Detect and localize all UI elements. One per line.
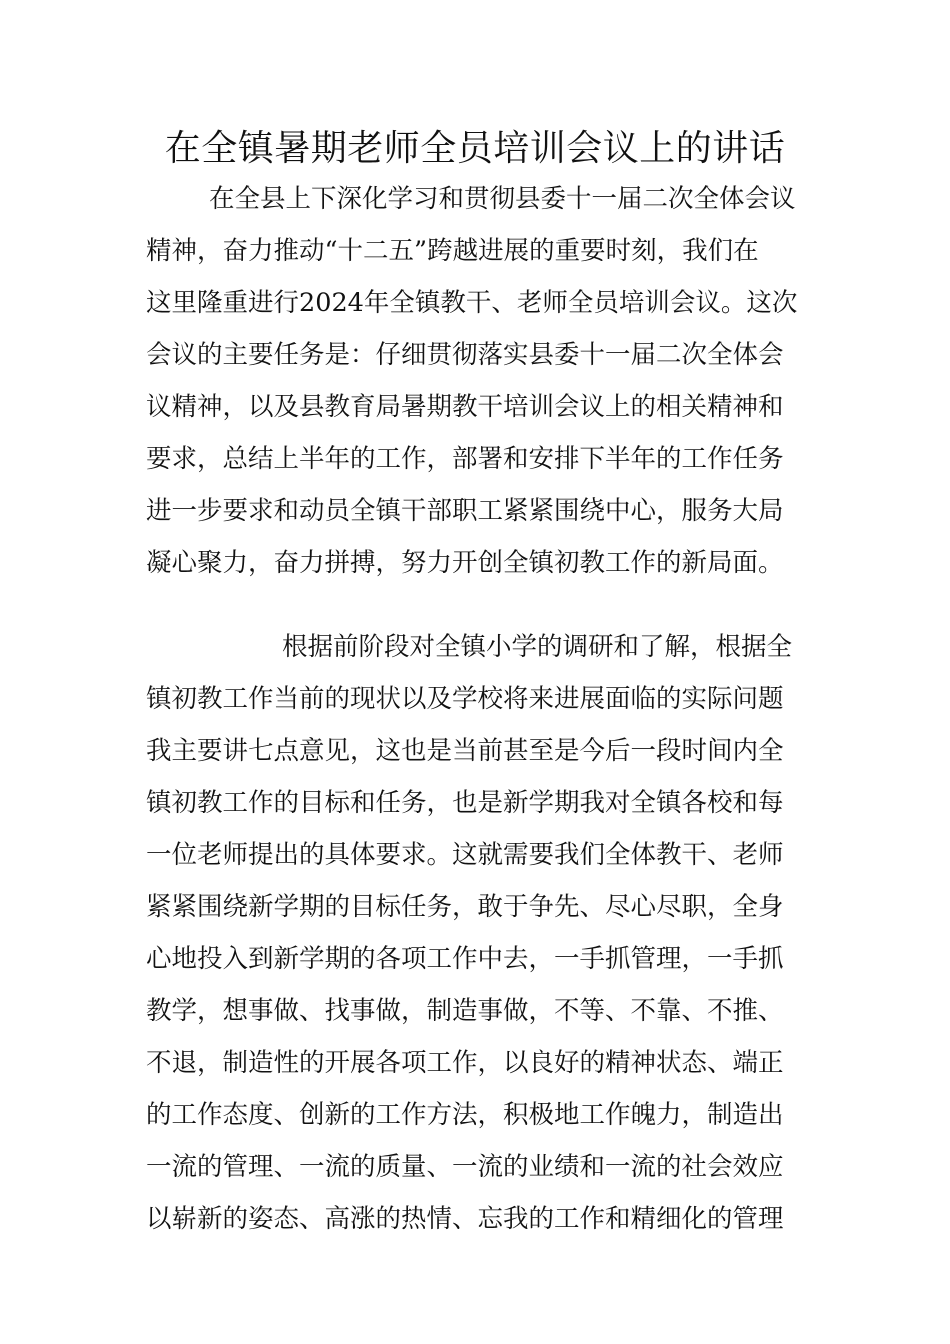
- paragraph-2-line-7: 心地投入到新学期的各项工作中去，一手抓管理，一手抓: [146, 944, 784, 974]
- paragraph-1-line-4: 会议的主要任务是：仔细贯彻落实县委十一届二次全体会: [146, 340, 784, 370]
- paragraph-1-line-5: 议精神，以及县教育局暑期教干培训会议上的相关精神和: [146, 392, 784, 422]
- paragraph-2-line-10: 的工作态度、创新的工作方法，积极地工作魄力，制造出: [146, 1100, 784, 1130]
- paragraph-2-line-1: 根据前阶段对全镇小学的调研和了解，根据全: [282, 632, 793, 662]
- paragraph-2-line-5: 一位老师提出的具体要求。这就需要我们全体教干、老师: [146, 840, 784, 870]
- paragraph-2-line-3: 我主要讲七点意见，这也是当前甚至是今后一段时间内全: [146, 736, 784, 766]
- paragraph-2-line-8: 教学，想事做、找事做，制造事做，不等、不靠、不推、: [146, 996, 784, 1026]
- paragraph-1-line-3: 这里隆重进行2024年全镇教干、老师全员培训会议。这次: [146, 288, 798, 318]
- paragraph-1-line-1: 在全县上下深化学习和贯彻县委十一届二次全体会议: [209, 184, 796, 214]
- paragraph-2-line-11: 一流的管理、一流的质量、一流的业绩和一流的社会效应: [146, 1152, 784, 1182]
- paragraph-1-line-2: 精神，奋力推动“十二五”跨越进展的重要时刻，我们在: [146, 236, 759, 266]
- paragraph-1-line-8: 凝心聚力，奋力拼搏，努力开创全镇初教工作的新局面。: [146, 548, 784, 578]
- paragraph-1-line-7: 进一步要求和动员全镇干部职工紧紧围绕中心，服务大局: [146, 496, 784, 526]
- paragraph-1-line-6: 要求，总结上半年的工作，部署和安排下半年的工作任务: [146, 444, 784, 474]
- paragraph-2-line-4: 镇初教工作的目标和任务，也是新学期我对全镇各校和每: [146, 788, 784, 818]
- paragraph-2-line-6: 紧紧围绕新学期的目标任务，敢于争先、尽心尽职，全身: [146, 892, 784, 922]
- paragraph-2-line-2: 镇初教工作当前的现状以及学校将来进展面临的实际问题: [146, 684, 784, 714]
- paragraph-2-line-12: 以崭新的姿态、高涨的热情、忘我的工作和精细化的管理: [146, 1204, 784, 1234]
- paragraph-2-line-9: 不退，制造性的开展各项工作，以良好的精神状态、端正: [146, 1048, 784, 1078]
- document-title: 在全镇暑期老师全员培训会议上的讲话: [164, 128, 786, 169]
